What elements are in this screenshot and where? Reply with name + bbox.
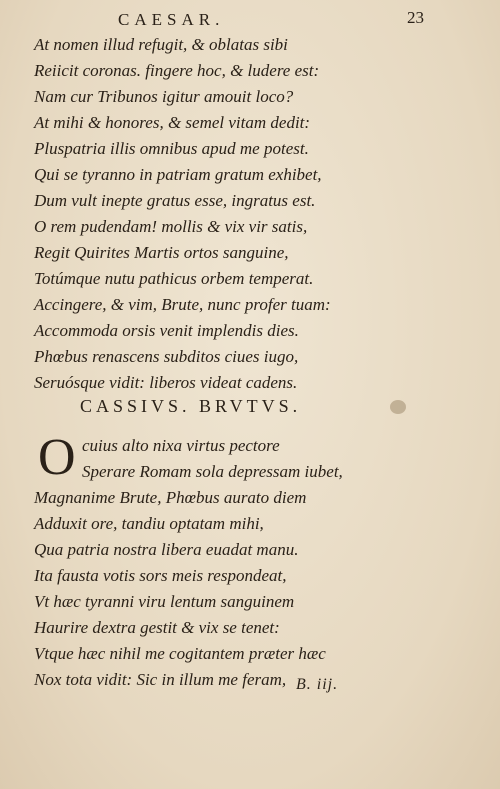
verse-line: Accommoda orsis venit implendis dies.	[34, 321, 299, 340]
verse-line: At nomen illud refugit, & oblatas sibi	[34, 35, 288, 54]
verse-line: Accingere, & vim, Brute, nunc profer tuam:	[34, 295, 331, 314]
verse-block-caesar	[34, 32, 331, 396]
ink-stain	[390, 400, 406, 414]
drop-capital: O	[38, 429, 76, 486]
verse-line: Vtque hæc nihil me cogitantem præter hæc	[34, 644, 326, 663]
verse-line: O rem pudendam! mollis & vix vir satis,	[34, 217, 308, 236]
verse-line: Vt hæc tyranni viru lentum sanguinem	[34, 592, 295, 611]
signature-mark: B. iij.	[296, 676, 339, 693]
verse-line: Ita fausta votis sors meis respondeat,	[34, 566, 287, 585]
verse-block-cassius	[34, 429, 343, 693]
verse-line: Totúmque nutu pathicus orbem temperat.	[34, 269, 314, 288]
verse-line: Qui se tyranno in patriam gratum exhibet,	[34, 165, 322, 184]
verse-line: Haurire dextra gestit & vix se tenet:	[34, 618, 280, 637]
speaker-heading: CASSIVS. BRVTVS.	[80, 396, 302, 416]
verse-line: Seruósque vidit: liberos videat cadens.	[34, 373, 298, 392]
verse-line: Qua patria nostra libera euadat manu.	[34, 540, 299, 559]
verse-line: Pluspatria illis omnibus apud me potest.	[34, 139, 309, 158]
running-head	[0, 8, 500, 32]
verse-line: cuius alto nixa virtus pectore	[82, 436, 280, 455]
page-number: 23	[407, 8, 424, 27]
verse-line: Regit Quirites Martis ortos sanguine,	[34, 243, 289, 262]
running-title: CAESAR.	[118, 10, 225, 29]
verse-line: Dum vult inepte gratus esse, ingratus est.	[34, 191, 316, 210]
verse-line: Phœbus renascens subditos ciues iugo,	[34, 347, 299, 366]
verse-line: Nox tota vidit: Sic in illum me feram,	[34, 670, 287, 689]
verse-line: Adduxit ore, tandiu optatam mihi,	[34, 514, 264, 533]
verse-line: Nam cur Tribunos igitur amouit loco?	[34, 87, 294, 106]
verse-line: Sperare Romam sola depressam iubet,	[82, 462, 343, 481]
verse-line: At mihi & honores, & semel vitam dedit:	[34, 113, 311, 132]
verse-line: Reiicit coronas. fingere hoc, & ludere est:	[34, 61, 320, 80]
verse-line: Magnanime Brute, Phœbus aurato diem	[34, 488, 307, 507]
